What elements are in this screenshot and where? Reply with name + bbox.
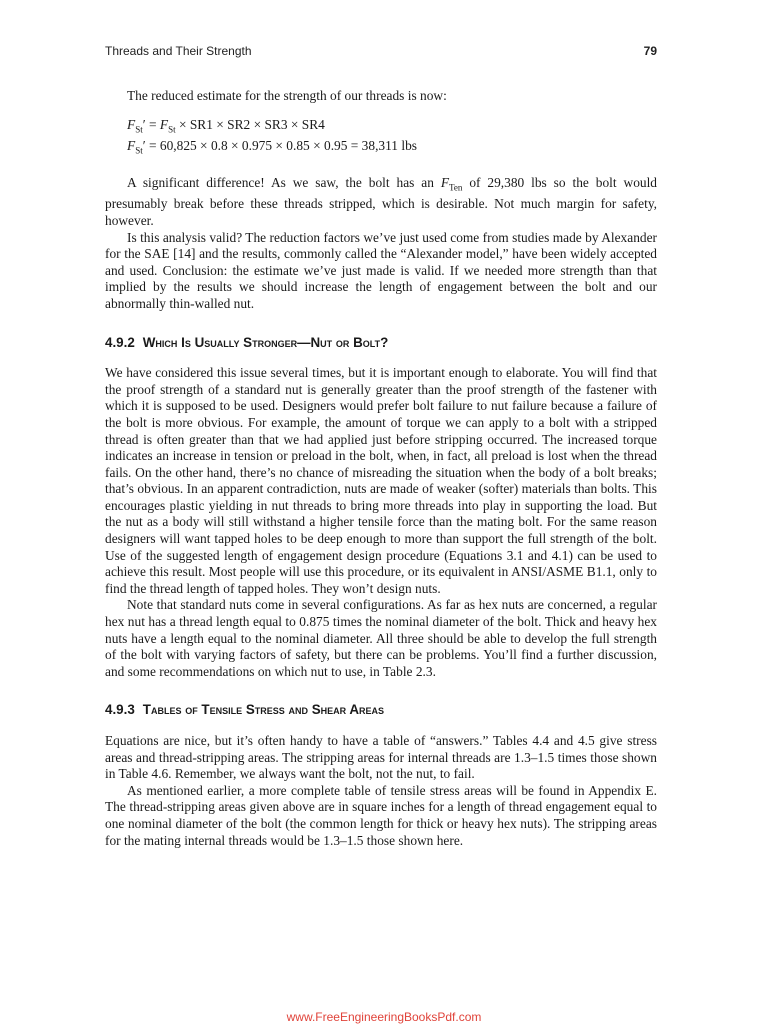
running-head-title: Threads and Their Strength — [105, 44, 252, 58]
section-heading-4-9-2 — [105, 335, 657, 352]
section-title: Tables of Tensile Stress and Shear Areas — [142, 702, 385, 718]
equation-block — [127, 117, 657, 160]
footer-url-link[interactable]: www.FreeEngineeringBooksPdf.com — [286, 1010, 482, 1024]
paragraph-4: Note that standard nuts come in several configurations. As far as hex nuts are concerned, a regular hex nut has a thread length equal to 0.875 times the nominal diameter of the bolt. Thick and heavy hex nuts have a length equal to the nominal diameter. All three should be able to develop the full strength of the bolt with varying factors of safety, but there can be problems. You’ll find a further discussion, and some recommendations on which nut to use, in Table 2.3. — [105, 597, 657, 679]
paragraph-2: Is this analysis valid? The reduction factors we’ve just used come from studies made by Alexander for the SAE [14] and the results, commonly called the “Alexander model,” have been widely accepted and used. Conclusion: the estimate we’ve just made is valid. If we needed more strength than that implied by the results we should increase the length of engagement between the bolt and our abnormally thin-walled nut. — [105, 229, 657, 311]
paragraph-6: As mentioned earlier, a more complete table of tensile stress areas will be found in Appendix E. The thread-stripping areas given above are in square inches for a length of thread engagement equal to one nominal diameter of the bolt (the common length for thick or heavy hex nuts). The stripping areas for the mating internal threads would be 1.3–1.5 those shown here. — [105, 782, 657, 848]
f-ten-subscript: Ten — [449, 182, 463, 193]
eq2-rest: ′ = 60,825 × 0.8 × 0.975 × 0.85 × 0.95 = 38,311 lbs — [142, 137, 417, 153]
paragraph-1 — [105, 175, 657, 229]
paragraph-1-text-b: of 29,380 lbs so the bolt would presumably break before these threads stripped, which is desirable. Not much margin for safety, however. — [105, 175, 657, 228]
paragraph-1-text-a: A significant difference! As we saw, the bolt has an — [127, 175, 441, 191]
eq1-lhs-symbol: F — [127, 116, 136, 132]
section-number: 4.9.2 — [105, 334, 135, 350]
eq2-lhs-subscript: St — [135, 145, 143, 156]
page-number: 79 — [643, 44, 657, 58]
page-body — [105, 88, 657, 849]
f-ten-symbol: F — [440, 175, 450, 191]
eq1-f-subscript: St — [168, 124, 176, 135]
eq2-lhs-symbol: F — [127, 137, 136, 153]
paragraph-5: Equations are nice, but it’s often handy to have a table of “answers.” Tables 4.4 and 4.5 give stress areas and thread-stripping areas. The stripping areas for internal threads are 1.3–1.5 times those shown in Table 4.6. Remember, we always want the bolt, not the nut, to fail. — [105, 733, 657, 782]
eq1-prime: ′ = — [142, 116, 160, 132]
section-title: Which Is Usually Stronger—Nut or Bolt? — [142, 334, 389, 350]
section-heading-4-9-3 — [105, 702, 657, 719]
section-number: 4.9.3 — [105, 702, 135, 718]
paragraph-3: We have considered this issue several times, but it is important enough to elaborate. You will find that the proof strength of a standard nut is generally greater than the proof strength of the fastener with which it is supposed to be used. Designers would prefer bolt failure to nut failure because a failure of the bolt is more obvious. For example, the amount of torque we can apply to a bolt with a stripped thread is often greater than that we had applied just before stripping occurred. The increased torque indicates an increase in tension or preload in the bolt, when, in fact, all preload is lost when the thread fails. On the other hand, there’s no chance of misreading the situation when the body of a bolt breaks; that’s obvious. In an apparent contradiction, nuts are made of weaker (softer) materials than bolts. This encourages plastic yielding in nut threads to bring more threads into play in supporting the load. But the nut as a body will still withstand a higher tensile force than the mating bolt. For the same reason designers will want tapped holes to be deep enough to more than support the full strength of the bolt. Use of the suggested length of engagement design procedure (Equations 3.1 and 4.1) can be used to achieve this result. Most people will use this procedure, or its equivalent in ANSI/ASME B1.1, only to find the thread length of tapped holes. They won’t design nuts. — [105, 365, 657, 596]
eq1-lhs-subscript: St — [135, 124, 143, 135]
eq1-rest: × SR1 × SR2 × SR3 × SR4 — [175, 116, 325, 132]
equation-1 — [127, 117, 657, 138]
equation-2 — [127, 138, 657, 159]
eq1-f-symbol: F — [159, 116, 169, 132]
intro-paragraph: The reduced estimate for the strength of our threads is now: — [127, 88, 447, 103]
